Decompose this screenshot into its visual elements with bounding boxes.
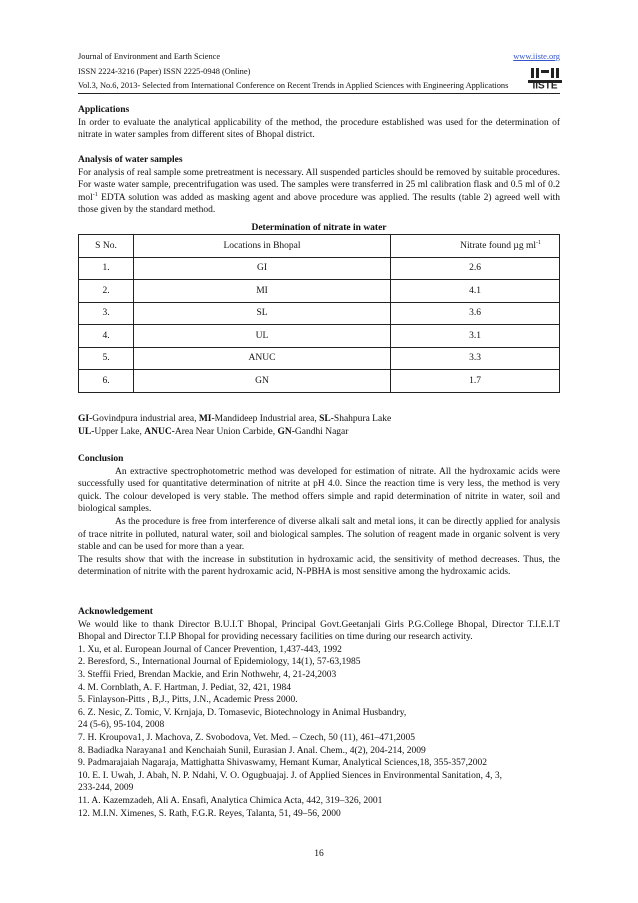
acknowledgement-heading: Acknowledgement [78, 607, 153, 617]
cell-sno: 6. [79, 370, 134, 393]
abbreviation-legend [78, 413, 560, 438]
cell-sno: 4. [79, 325, 134, 348]
issn-line: ISSN 2224-3216 (Paper) ISSN 2225-0948 (Online) [78, 67, 251, 76]
cell-location: MI [134, 280, 391, 303]
cell-location: UL [134, 325, 391, 348]
applications-text: In order to evaluate the analytical applicability of the method, the procedure established was used for the determination of nitrate in water samples from different sites of Bhopal district. [78, 117, 560, 141]
analysis-heading: Analysis of water samples [78, 155, 183, 165]
cell-sno: 3. [79, 302, 134, 325]
reference-item: 7. H. Kroupova1, J. Machova, Z. Svobodova, Vet. Med. – Czech, 50 (11), 461–471,2005 [78, 732, 415, 743]
volume-line: Vol.3, No.6, 2013- Selected from International Conference on Recent Trends in Applied Sciences with Engineering Applications [78, 81, 509, 90]
table-header-row [79, 235, 560, 258]
cell-nitrate: 1.7 [391, 370, 560, 393]
table-row [79, 347, 560, 370]
acknowledgement-text: We would like to thank Director B.U.I.T Bhopal, Principal Govt.Geetanjali Girls P.G.College Bhopal, Director T.I.E.I.T Bhopal and Director T.I.P Bhopal for providing necessary facilities on time during our research activity. [78, 619, 560, 643]
cell-location: ANUC [134, 347, 391, 370]
table-row [79, 280, 560, 303]
conclusion-paragraph-2: As the procedure is free from interference of diverse alkali salt and metal ions, it can be directly applied for analysis of trace nitrite in polluted, natural water, soil and biological samples. The solution of reagent made in organic solvent is very stable and can be used for more than a year. [78, 516, 560, 553]
cell-nitrate: 2.6 [391, 257, 560, 280]
cell-nitrate: 3.3 [391, 347, 560, 370]
cell-nitrate: 4.1 [391, 280, 560, 303]
reference-item: 12. M.I.N. Ximenes, S. Rath, F.G.R. Reyes, Talanta, 51, 49–56, 2000 [78, 808, 341, 819]
reference-item: 10. E. I. Uwah, J. Abah, N. P. Ndahi, V. O. Ogugbuajaj. J. of Applied Siences in Environmental Sanitation, 4, 3, [78, 770, 502, 781]
col-location: Locations in Bhopal [134, 235, 391, 258]
reference-list [78, 644, 560, 820]
acknowledgement-section [78, 606, 560, 820]
nitrate-table [78, 234, 560, 393]
journal-name: Journal of Environment and Earth Science [78, 52, 221, 61]
reference-item: 2. Beresford, S., International Journal of Epidemiology, 14(1), 57-63,1985 [78, 657, 361, 668]
reference-item: 1. Xu, et al. European Journal of Cancer Prevention, 1,437-443, 1992 [78, 644, 342, 655]
conclusion-heading: Conclusion [78, 454, 124, 464]
reference-item: 3. Steffii Fried, Brendan Mackie, and Erin Nothwehr, 4, 21-24,2003 [78, 669, 337, 680]
cell-location: GN [134, 370, 391, 393]
analysis-section [78, 154, 560, 217]
cell-sno: 1. [79, 257, 134, 280]
cell-sno: 5. [79, 347, 134, 370]
reference-item: 11. A. Kazemzadeh, Ali A. Ensafi, Analytica Chimica Acta, 442, 319–326, 2001 [78, 795, 383, 806]
legend-line-1: GI-Govindpura industrial area, MI-Mandideep Industrial area, SL-Shahpura Lake [78, 414, 392, 424]
table-caption: Determination of nitrate in water [251, 223, 387, 233]
cell-nitrate: 3.1 [391, 325, 560, 348]
col-sno: S No. [79, 235, 134, 258]
logo-text: IISTE [532, 80, 558, 90]
page-number: 16 [314, 849, 324, 859]
conclusion-paragraph-1: An extractive spectrophotometric method was developed for estimation of nitrate. All the hydroxamic acids were successfully used for quantitative determination of nitrite at pH 4.0. Since the reaction time is very less, the method is very quick. The colour developed is very stable. The method offers simple and rapid determination of nitrite in water, soil and biological samples. [78, 466, 560, 515]
reference-item: 6. Z. Nesic, Z. Tomic, V. Krnjaja, D. Tomasevic, Biotechnology in Animal Husbandry, [78, 707, 407, 718]
reference-item: 24 (5-6), 95-104, 2008 [78, 720, 165, 731]
iiste-logo [528, 66, 562, 90]
reference-item: 9. Padmarajaiah Nagaraja, Mattighatta Shivaswamy, Hemant Kumar, Analytical Sciences,18, 355-357,2002 [78, 758, 487, 769]
table-row [79, 302, 560, 325]
header-rule [78, 93, 560, 94]
legend-line-2: UL-Upper Lake, ANUC-Area Near Union Carbide, GN-Gandhi Nagar [78, 426, 349, 437]
table-row [79, 370, 560, 393]
cell-nitrate: 3.6 [391, 302, 560, 325]
table-row [79, 257, 560, 280]
reference-item: 5. Finlayson-Pitts , B,J., Pitts, J.N., Academic Press 2000. [78, 695, 298, 706]
reference-item: 233-244, 2009 [78, 783, 134, 794]
conclusion-section [78, 453, 560, 579]
applications-section [78, 104, 560, 142]
col-nitrate: Nitrate found µg $ml^{-1}$ [391, 235, 560, 258]
reference-item: 4. M. Cornblath, A. F. Hartman, J. Pediat, 32, 421, 1984 [78, 682, 291, 693]
analysis-text: For analysis of real sample some pretreatment is necessary. All suspended particles should be removed by suitable procedures. For waste water sample, precentrifugation was used. The samples were transferred in 25 ml calibration flask and 0.5 ml of 0.2 mol$^{-1}$ EDTA solution was added as masking agent and above procedure was applied. The results (table 2) agreed well with those given by the standard method. [78, 167, 560, 216]
applications-heading: Applications [78, 105, 130, 115]
journal-url-link[interactable]: www.iiste.org [513, 52, 560, 61]
table-row [79, 325, 560, 348]
cell-location: SL [134, 302, 391, 325]
conclusion-paragraph-3: The results show that with the increase in substitution in hydroxamic acid, the sensitivity of method decreases. Thus, the determination of nitrite with the parent hydroxamic acid, N-PBHA is most sensitive among the hydroxamic acids. [78, 554, 560, 578]
cell-sno: 2. [79, 280, 134, 303]
reference-item: 8. Badiadka Narayana1 and Kenchaiah Sunil, Eurasian J. Anal. Chem., 4(2), 204-214, 2009 [78, 745, 426, 756]
cell-location: GI [134, 257, 391, 280]
